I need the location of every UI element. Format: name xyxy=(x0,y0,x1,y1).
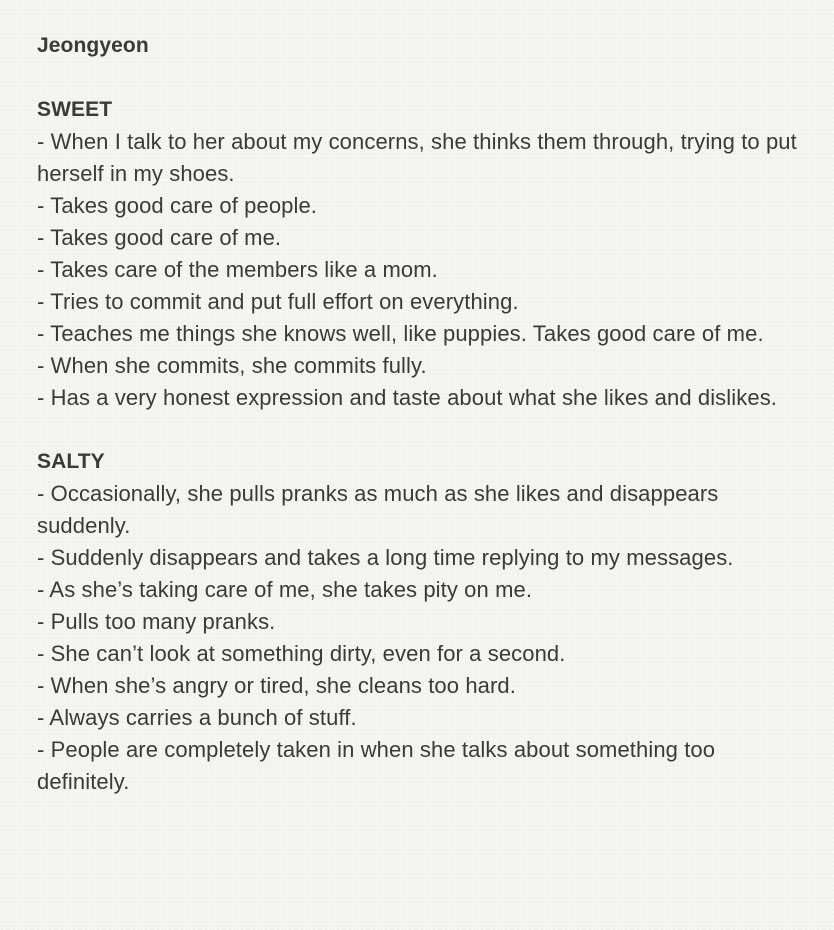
list-item: - She can’t look at something dirty, even for a second. xyxy=(37,641,566,666)
list-item: - When she’s angry or tired, she cleans too hard. xyxy=(37,673,516,698)
list-item: - Takes good care of me. xyxy=(37,225,282,250)
list-item: - As she’s taking care of me, she takes pity on me. xyxy=(37,577,533,602)
section-salty xyxy=(37,446,812,798)
list-item: - Occasionally, she pulls pranks as much as she likes and disappears suddenly. xyxy=(37,481,719,538)
note-body[interactable] xyxy=(37,30,812,798)
list-item: - Always carries a bunch of stuff. xyxy=(37,705,357,730)
section-heading-sweet: SWEET xyxy=(37,98,113,121)
section-heading-salty: SALTY xyxy=(37,450,105,473)
list-item: - Teaches me things she knows well, like puppies. Takes good care of me. xyxy=(37,321,764,346)
list-item: - Suddenly disappears and takes a long time replying to my messages. xyxy=(37,545,734,570)
salty-list xyxy=(37,478,812,798)
list-item: - Takes care of the members like a mom. xyxy=(37,257,438,282)
list-item: - When I talk to her about my concerns, she thinks them through, trying to put herself in my shoes. xyxy=(37,129,797,186)
list-item: - Pulls too many pranks. xyxy=(37,609,276,634)
list-item: - People are completely taken in when she talks about something too definitely. xyxy=(37,737,716,794)
list-item: - When she commits, she commits fully. xyxy=(37,353,427,378)
list-item: - Has a very honest expression and taste about what she likes and dislikes. xyxy=(37,385,778,410)
list-item: - Takes good care of people. xyxy=(37,193,318,218)
section-sweet xyxy=(37,94,812,414)
list-item: - Tries to commit and put full effort on everything. xyxy=(37,289,519,314)
note-title: Jeongyeon xyxy=(37,34,149,57)
sweet-list xyxy=(37,126,812,414)
